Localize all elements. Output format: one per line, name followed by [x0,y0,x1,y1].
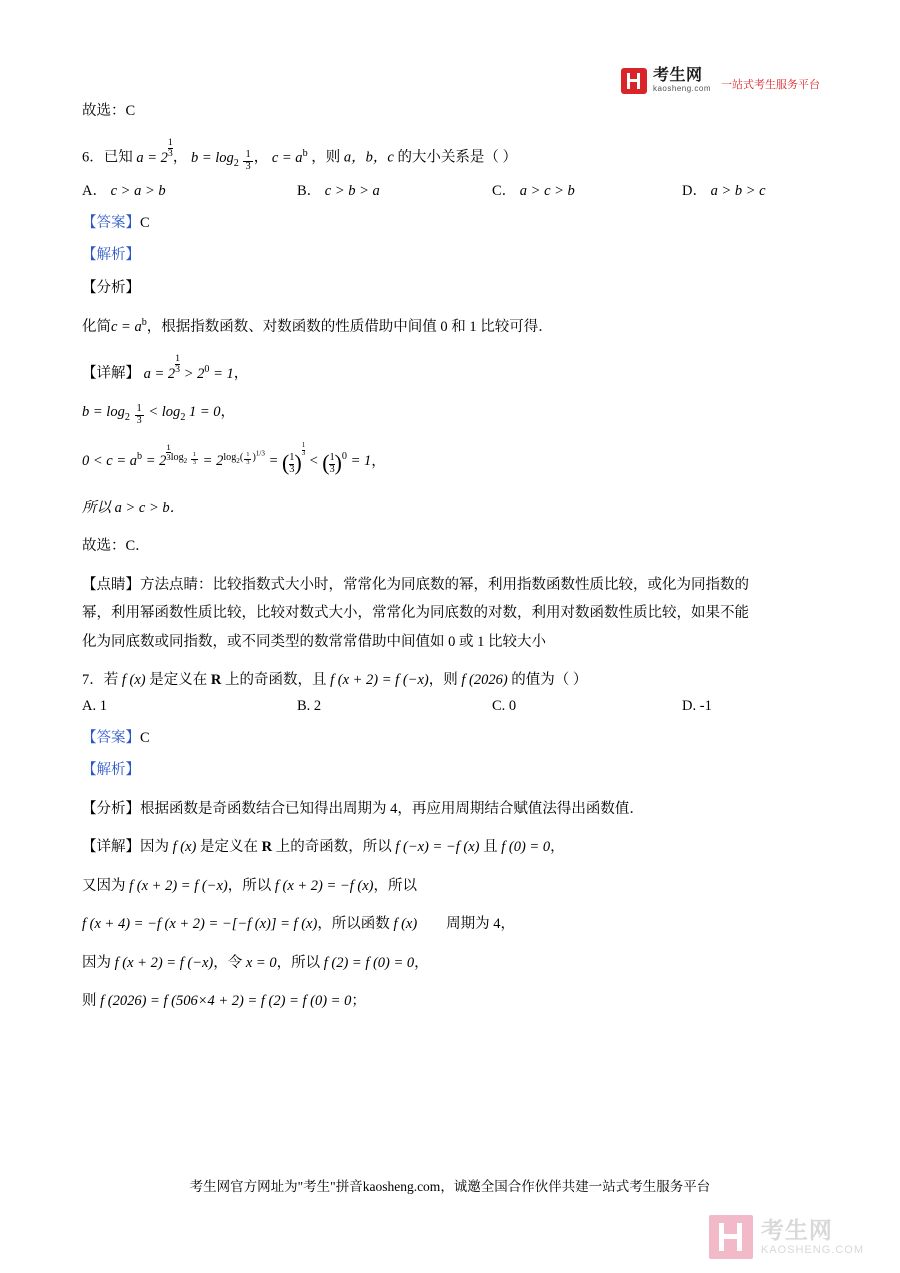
option-b-label: B． [297,182,322,199]
q7-answer-tag: 【答案】 [82,729,140,746]
q7-option-b[interactable] [297,698,492,715]
option-a-text: c > a > b [110,182,166,199]
question-6-expr-b: $b = \log_2$ $\frac{1}{3}$ [190,148,251,172]
question-6-detail-2: $b = \log_2$ $\frac{1}{3}$ < $\log_2 1 = 0$， [82,403,236,426]
answer-tag: 【答案】 [82,214,140,231]
question-7-detail-2: 又因为 f (x + 2) = f (−x)，所以 f (x + 2) = −f (x)，所以 [82,877,417,894]
footer-text-post: ，诚邀全国合作伙伴共建一站式考生服务平台 [440,1179,711,1194]
q7-expr-cond: f (x + 2) = f (−x) [330,672,429,689]
option-b-text: c > b > a [324,182,380,199]
question-6-detail-1: 【详解】 a = 2 $\frac{1}{3}$ > $2^0 = 1$， [82,353,249,383]
analysis-tag: 【解析】 [82,247,140,264]
xiangjie-tag: 【详解】 [82,366,140,383]
q7-option-a-label: A. [82,697,100,714]
q7-option-c-label: C. [492,697,509,714]
question-6-dianjing-line-3: 化为同底数或同指数，或不同类型的数常常借助中间值如 0 或 1 比较大小 [82,633,546,650]
logo-icon [621,68,647,94]
option-d-text: a > b > c [710,182,766,199]
question-6-number: 6．已知 [82,150,133,167]
question-7-detail-5: 则 f (2026) = f (506×4 + 2) = f (2) = f (0) = 0； [82,993,366,1010]
question-6-choose: 故选：C． [82,538,150,555]
question-6-stem-tail: ，则 [311,150,341,167]
q7-option-b-label: B. [297,697,314,714]
question-6-fenxi-tag [82,277,822,299]
q7-option-c[interactable] [492,698,682,715]
question-7-detail-4: 因为 f (x + 2) = f (−x)，令 x = 0，所以 f (2) = f (0) = 0， [82,954,429,971]
question-6-fenxi-text [82,315,822,338]
q7-option-d-label: D. [682,697,700,714]
detail-expr-3: $0 < c = a^b = 2$ $\frac{1}{3}$ $^{log_2 \frac{1}{3}}$ = $2^{log_2( \frac{1}{3} )^{1/3}}$ = ( $\frac{1}{3}$ ) $^{\frac{1}{3}}$ < ( $\frac{1}{3}$ )$^0$ = 1 [82,441,372,476]
page-footer [0,1175,900,1195]
watermark-logo-icon [709,1215,753,1259]
option-c[interactable] [492,179,682,200]
question-6-stem: 6．已知 a = 2 $\frac{1}{3}$ ， $b = \log_2$ $\frac{1}{3}$ ， $c = a^b$ ，则 a，b，c 的大小关系是（ ） [82,137,518,172]
question-7-detail-3: f (x + 4) = −f (x + 2) = −[−f (x)] = f (x)，所以函数 f (x) 周期为 4， [82,916,516,933]
option-c-label: C． [492,182,517,199]
logo-slogan: 一站式考生服务平台 [721,79,820,91]
detail-expr-2: $b = \log_2$ $\frac{1}{3}$ < $\log_2 1 = 0$ [82,403,221,426]
watermark-text [761,1218,864,1255]
question-6-conclusion [82,497,822,519]
logo-text [653,68,711,93]
q7-analysis-tag: 【解析】 [82,762,140,779]
conclusion-text: 所以 a > c > b． [82,499,185,516]
q7-option-c-text: 0 [508,697,517,714]
fenxi-text-post: ，根据指数函数、对数函数的性质借助中间值 0 和 1 比较可得． [146,318,553,335]
dianjing-lead: 方法点睛： [140,576,213,593]
q7-option-b-text: 2 [313,697,322,714]
document-body [82,100,822,1029]
option-d-label: D． [682,182,707,199]
footer-text-pre: 考生网官方网址为"考生"拼音 [189,1179,363,1194]
question-7-fenxi [82,798,822,820]
answer-value: C [140,214,150,231]
q7-xiangjie-tag: 【详解】 [82,839,140,856]
option-a[interactable] [82,179,297,200]
q7-fenxi-tag: 【分析】 [82,800,140,817]
q7-answer-value: C [140,729,150,746]
q7-option-d[interactable] [682,698,712,715]
option-b[interactable] [297,179,492,200]
question-6-dianjing-line-2: 幂，利用幂函数性质比较，比较对数式大小，常常化为同底数的对数，利用对数函数性质比较，如果不能 [82,605,749,622]
watermark-domain: KAOSHENG.COM [760,1243,864,1256]
q7-option-a[interactable] [82,698,297,715]
question-6-answer [82,212,822,234]
question-7-stem: 7．若 f (x) 是定义在 R 上的奇函数，且 f (x + 2) = f (−x)，则 f (2026) 的值为（ ） [82,672,588,689]
q7-expr-f: f (x) [121,672,146,689]
question-6-vars: a，b，c [343,150,394,167]
dianjing-tag: 【点睛】 [82,576,140,593]
q7-expr-target: f (2026) [461,672,508,689]
footer-domain: kaosheng.com [362,1179,441,1194]
watermark-name: 考生网 [760,1217,833,1244]
detail-expr-1: a = 2 $\frac{1}{3}$ > $2^0 = 1$ [143,353,234,383]
question-7-answer [82,727,822,749]
fenxi-expr: $c = a^b$ [111,317,147,335]
question-7-number: 7．若 [82,672,119,689]
fenxi-text-pre: 化简 [82,318,111,335]
question-6-expr-a: a = 2 $\frac{1}{3}$ [136,137,173,167]
dianjing-line-1: 比较指数式大小时，常常化为同底数的幂，利用指数函数性质比较，或化为同指数的 [212,576,749,593]
site-logo [621,68,820,94]
question-6-expr-c: $c = a^b$ [271,148,308,167]
option-c-text: a > c > b [519,182,575,199]
previous-answer-line: 故选：C [82,103,136,119]
q7-fenxi-text: 根据函数是奇函数结合已知得出周期为 4，再应用周期结合赋值法得出函数值． [140,800,644,817]
question-7-analysis-tag [82,759,822,781]
question-6-stem-end: 的大小关系是（ ） [397,150,518,167]
q7-option-a-text: 1 [99,697,107,714]
question-7-detail-1: 【详解】因为 f (x) 是定义在 R 上的奇函数，所以 f (−x) = −f (x) 且 f (0) = 0， [82,839,565,856]
logo-domain: kaosheng.com [652,84,711,94]
question-6-analysis-tag [82,244,822,266]
question-6-options [82,179,822,200]
fenxi-tag: 【分析】 [82,279,140,296]
watermark [709,1215,864,1259]
question-6-detail-3: $0 < c = a^b = 2$ $\frac{1}{3}$ $^{log_2 \frac{1}{3}}$ = $2^{log_2( \frac{1}{3} )^{1/3}}$ = ( $\frac{1}{3}$ ) $^{\frac{1}{3}}$ < ( $\frac{1}{3}$ )$^0$ = 1， [82,441,386,476]
option-a-label: A． [82,182,107,199]
q7-option-d-text: -1 [699,697,712,714]
question-7-options [82,698,822,715]
logo-name: 考生网 [652,67,703,85]
question-6-dianjing-line-1 [82,574,822,596]
option-d[interactable] [682,179,766,200]
